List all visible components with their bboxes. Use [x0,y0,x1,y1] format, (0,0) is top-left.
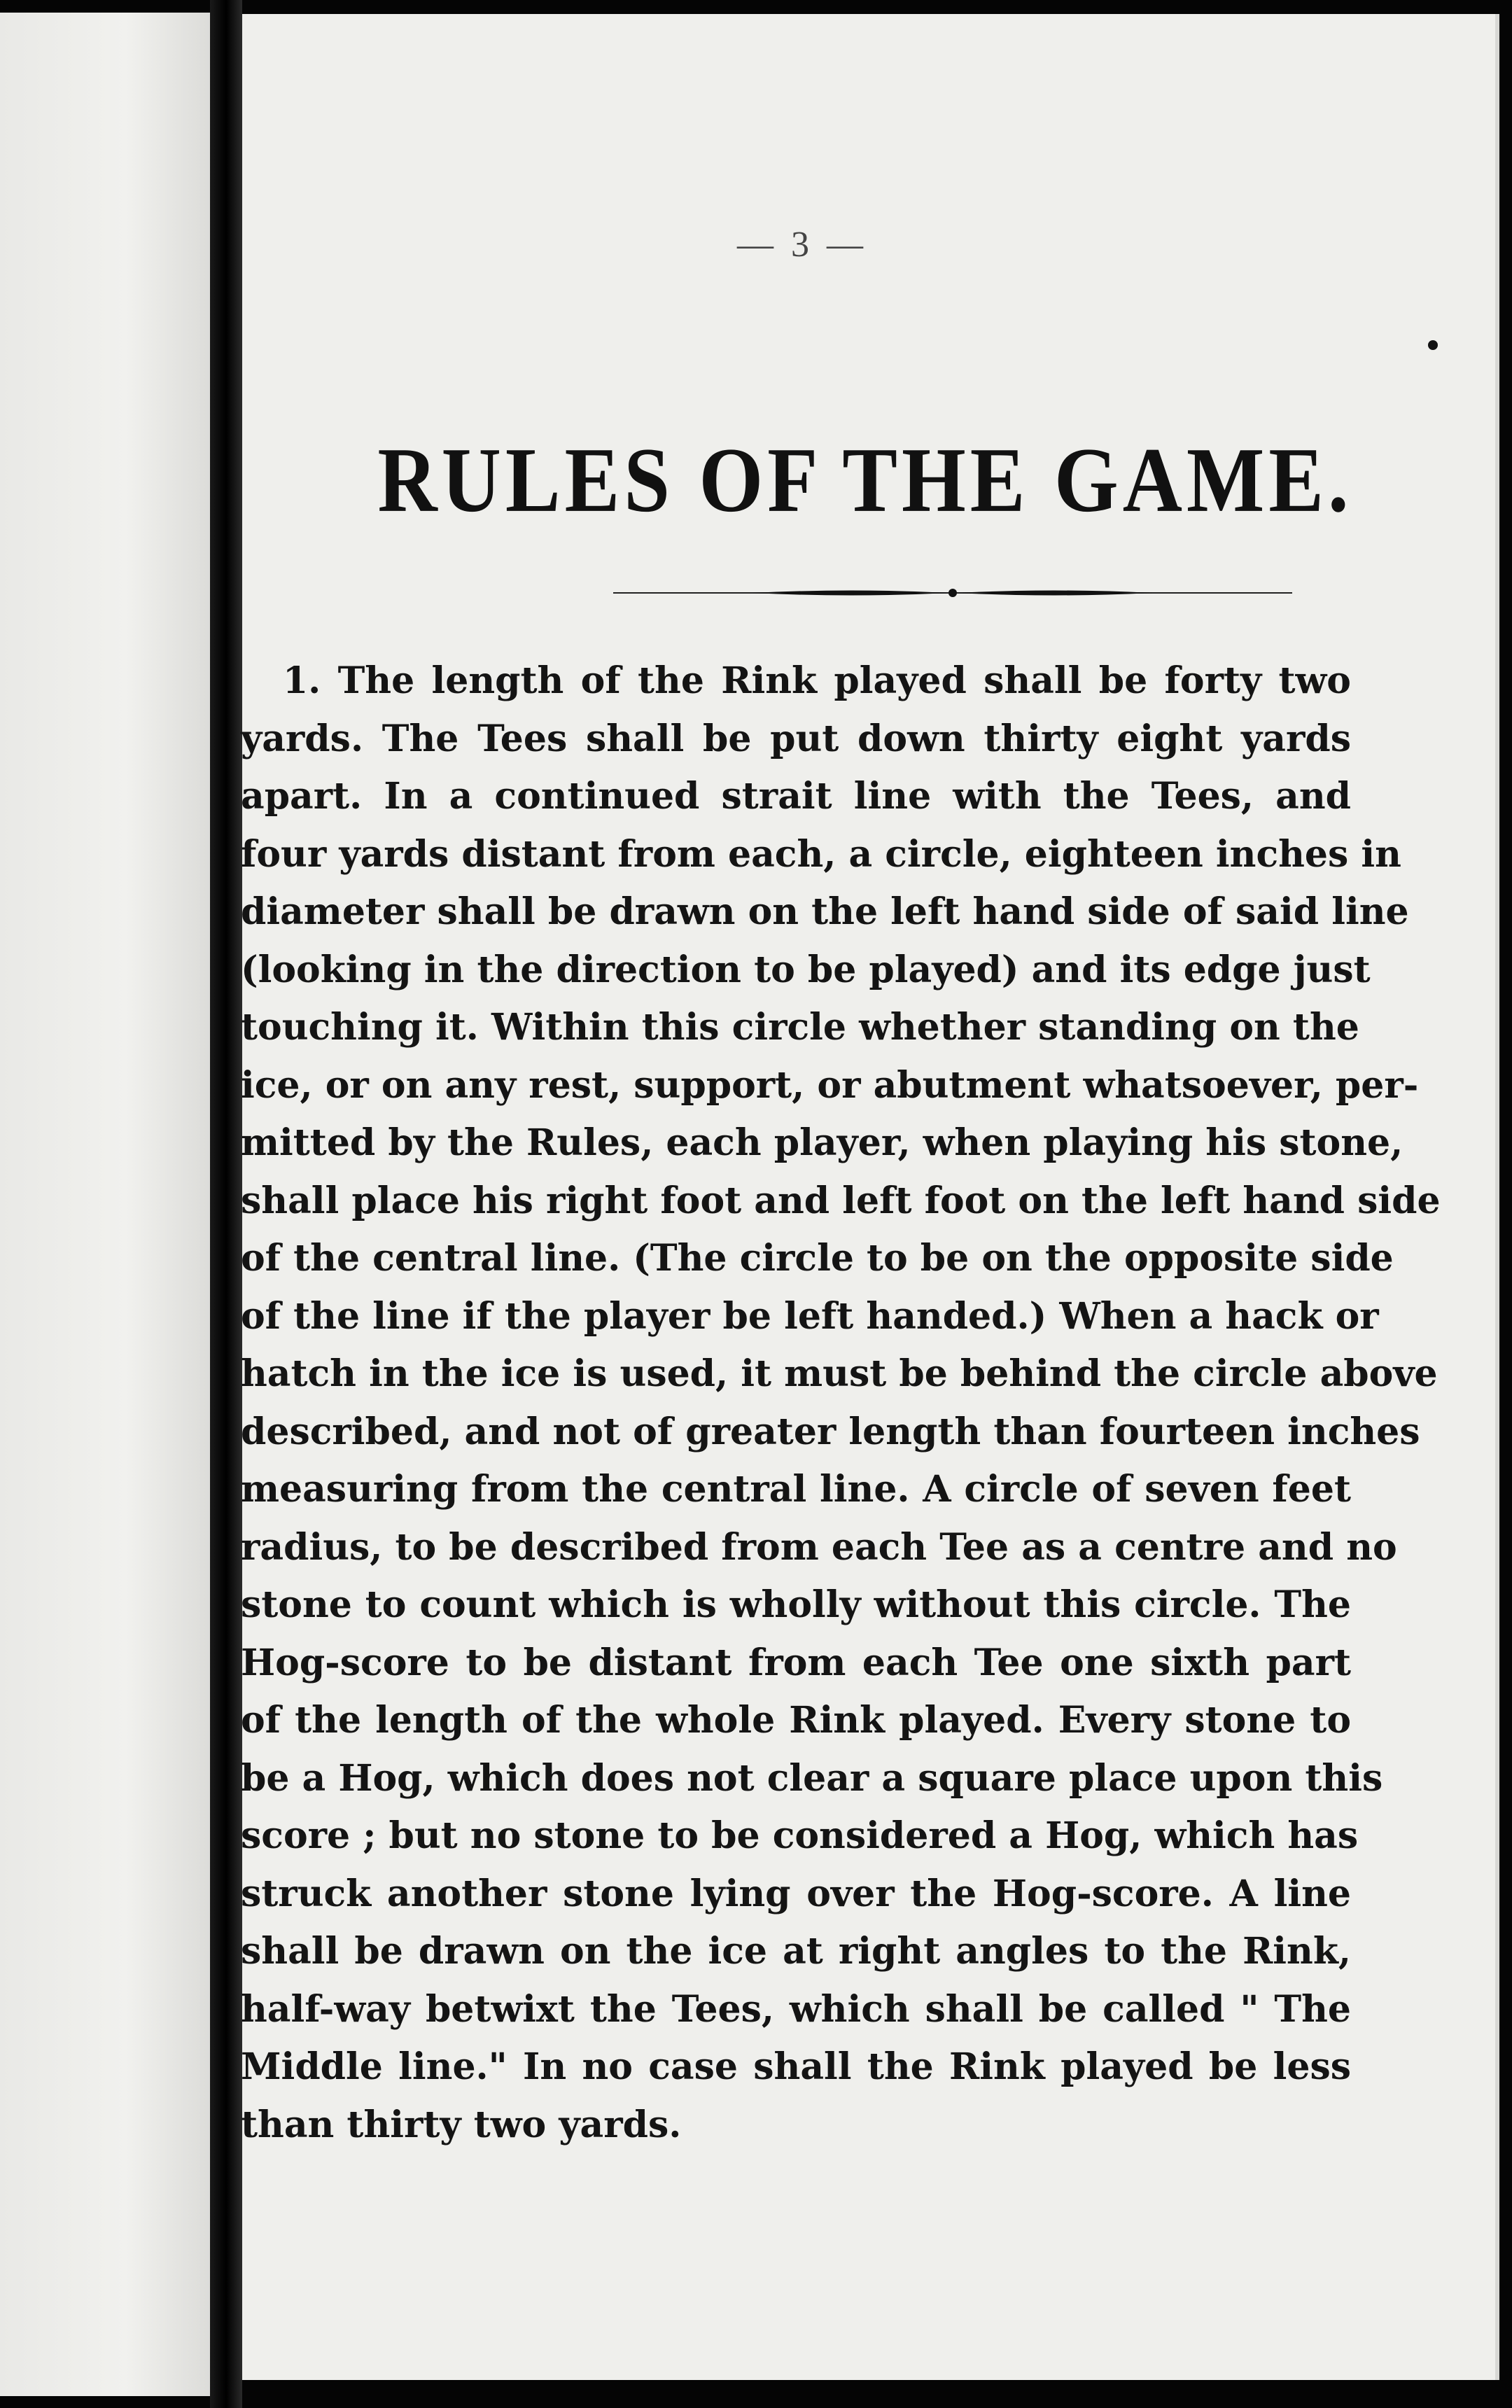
page-number: — 3 — [737,225,867,265]
text-line: mitted by the Rules, each player, when playing his stone, [241,1121,1404,1164]
text-line: half-way betwixt the Tees, which shall be called " The [241,1987,1351,2031]
text-line: of the central line. (The circle to be on the opposite side [241,1237,1394,1280]
facing-page-edge [0,13,210,2396]
text-line: ice, or on any rest, support, or abutment whatsoever, per- [241,1063,1419,1107]
text-line: of the length of the whole Rink played. Every stone to [241,1699,1351,1742]
ornamental-divider [613,587,1292,599]
ink-speck [1428,340,1438,350]
text-line: (looking in the direction to be played) and its edge just [241,948,1371,991]
text-line: touching it. Within this circle whether standing on the [241,1006,1359,1049]
text-line: hatch in the ice is used, it must be behind the circle above [241,1352,1438,1395]
text-line: four yards distant from each, a circle, eighteen inches in [241,832,1401,876]
text-line: of the line if the player be left handed.) When a hack or [241,1294,1379,1338]
text-line: apart. In a continued strait line with the Tees, and [241,775,1351,818]
text-line: Middle line." In no case shall the Rink played be less [241,2045,1351,2088]
text-line: stone to count which is wholly without this circle. The [241,1583,1351,1626]
text-line: shall place his right foot and left foot on the left hand side [241,1179,1441,1222]
text-line: struck another stone lying over the Hog-score. A line [241,1872,1351,1915]
text-line: diameter shall be drawn on the left hand side of said line [241,890,1409,933]
text-line: measuring from the central line. A circle of seven feet [241,1468,1351,1511]
text-line: yards. The Tees shall be put down thirty eight yards [241,717,1351,760]
text-line: than thirty two yards. [241,2103,682,2146]
text-line: 1. The length of the Rink played shall be forty two [283,659,1351,702]
rule-1-paragraph [241,652,1441,2154]
text-line: score ; but no stone to be considered a Hog, which has [241,1814,1359,1857]
text-line: be a Hog, which does not clear a square place upon this [241,1756,1383,1800]
text-line: described, and not of greater length than fourteen inches [241,1410,1420,1453]
text-line: radius, to be described from each Tee as a centre and no [241,1525,1397,1569]
book-gutter [210,0,242,2408]
book-page [242,14,1499,2380]
text-line: shall be drawn on the ice at right angles to the Rink, [241,1930,1351,1973]
text-line: Hog-score to be distant from each Tee one sixth part [241,1641,1351,1684]
page-title: RULES OF THE GAME. [377,428,1353,531]
